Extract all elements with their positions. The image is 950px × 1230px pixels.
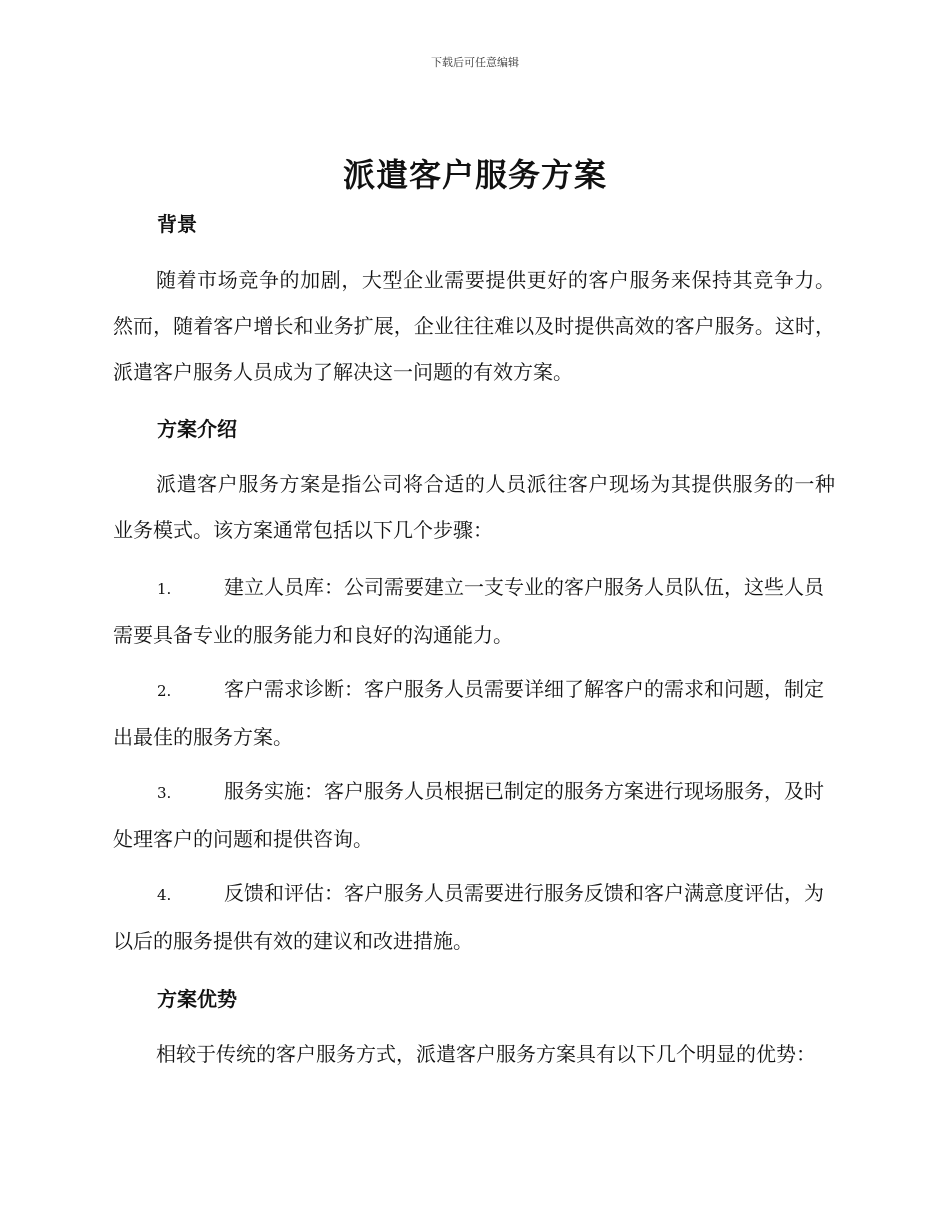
list-item-text: 服务实施：客户服务人员根据已制定的服务方案进行现场服务，及时处理客户的问题和提供咨询。 — [113, 779, 824, 851]
page-title: 派遣客户服务方案 — [342, 156, 607, 194]
list-item-number: 1. — [157, 580, 172, 598]
section-heading-background: 背景 — [157, 212, 197, 236]
section-heading-advantages: 方案优势 — [157, 987, 237, 1011]
section-heading-intro: 方案介绍 — [157, 417, 237, 441]
paragraph-advantages: 相较于传统的客户服务方式，派遣客户服务方案具有以下几个明显的优势： — [156, 1042, 816, 1066]
list-item — [113, 564, 835, 658]
paragraph-background: 随着市场竞争的加剧，大型企业需要提供更好的客户服务来保持其竞争力。然而，随着客户增长和业务扩展，企业往往难以及时提供高效的客户服务。这时，派遣客户服务人员成为了解决这一问题的有效方案。 — [113, 268, 835, 384]
paragraph-intro: 派遣客户服务方案是指公司将合适的人员派往客户现场为其提供服务的一种业务模式。该方案通常包括以下几个步骤： — [113, 472, 835, 542]
list-item-text: 建立人员库：公司需要建立一支专业的客户服务人员队伍，这些人员需要具备专业的服务能力和良好的沟通能力。 — [113, 575, 824, 647]
list-item-number: 4. — [157, 886, 172, 904]
list-item — [113, 870, 835, 964]
list-item-number: 3. — [157, 784, 172, 802]
list-item — [113, 666, 835, 760]
list-item-number: 2. — [157, 682, 172, 700]
list-item — [113, 768, 835, 862]
header-note: 下载后可任意编辑 — [431, 56, 519, 69]
list-item-text: 客户需求诊断：客户服务人员需要详细了解客户的需求和问题，制定出最佳的服务方案。 — [113, 677, 824, 749]
list-item-text: 反馈和评估：客户服务人员需要进行服务反馈和客户满意度评估，为以后的服务提供有效的建议和改进措施。 — [113, 881, 824, 953]
